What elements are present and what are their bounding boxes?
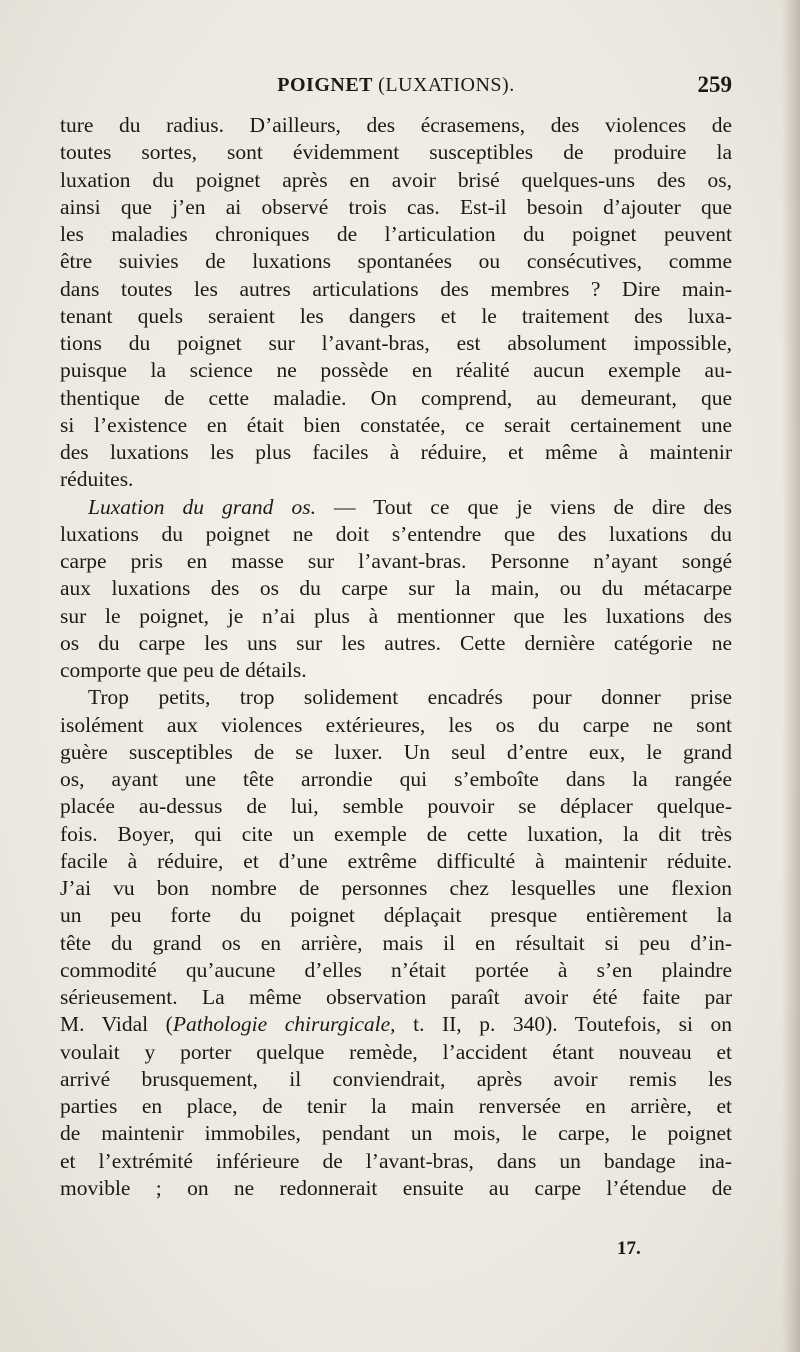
text-line: Trop petits, trop solidement encadrés pour donner prise (88, 685, 732, 710)
text-line: tions du poignet sur l’avant-bras, est absolument impossible, (60, 331, 732, 355)
text-line: voulait y porter quelque remède, l’accident étant nouveau et (60, 1039, 732, 1064)
signature-mark: 17. (617, 1238, 641, 1259)
text-line: os, ayant une tête arrondie qui s’emboîte dans la rangée (60, 767, 732, 791)
running-head (60, 74, 732, 97)
text-line: toutes sortes, sont évidemment susceptibles de produire la (60, 140, 732, 165)
text-line: sérieusement. La même observation paraît avoir été faite par (60, 985, 732, 1009)
section-heading-rest: — Tout ce que je viens de dire des (315, 494, 732, 519)
text-line: tenant quels seraient les dangers et le traitement des luxa- (60, 303, 732, 328)
citation-tail: t. II, p. 340). Toutefois, si on (395, 1012, 732, 1037)
text-line: isolément aux violences extérieures, les os du carpe ne sont (60, 712, 732, 737)
text-line: ainsi que j’en ai observé trois cas. Est-il besoin d’ajouter que (60, 194, 732, 219)
text-line: arrivé brusquement, il conviendrait, après avoir remis les (60, 1066, 732, 1091)
text-line: des luxations les plus faciles à réduire, et même à maintenir (60, 440, 732, 464)
text-line: comporte que peu de détails. (60, 658, 307, 682)
text-line: dans toutes les autres articulations des membres ? Dire main- (60, 276, 732, 301)
text-line: de maintenir immobiles, pendant un mois, le carpe, le poignet (60, 1121, 732, 1146)
text-line: luxation du poignet après en avoir brisé quelques-uns des os, (60, 167, 732, 192)
text-line: ture du radius. D’ailleurs, des écrasemens, des violences de (60, 113, 732, 137)
citation-lead: M. Vidal ( (60, 1012, 173, 1037)
vidal-citation-line (60, 1011, 732, 1038)
text-line: os du carpe les uns sur les autres. Cette dernière catégorie ne (60, 630, 732, 655)
text-line: réduites. (60, 467, 134, 492)
text-line: puisque la science ne possède en réalité aucun exemple au- (60, 358, 732, 383)
text-line: si l’existence en était bien constatée, ce serait certainement une (60, 412, 732, 437)
citation-title: Pathologie chirurgicale, (172, 1012, 396, 1037)
section-title: Luxation du grand os. (88, 494, 316, 519)
text-line: movible ; on ne redonnerait ensuite au carpe l’étendue de (60, 1175, 732, 1200)
running-head-sub: (LUXATIONS). (378, 74, 515, 96)
text-line: commodité qu’aucune d’elles n’était portée à s’en plaindre (60, 957, 732, 982)
text-line: guère susceptibles de se luxer. Un seul d’entre eux, le grand (60, 739, 732, 764)
text-line: être suivies de luxations spontanées ou consécutives, comme (60, 249, 732, 274)
text-line: parties en place, de tenir la main renversée en arrière, et (60, 1094, 732, 1118)
text-line: aux luxations des os du carpe sur la main, ou du métacarpe (60, 576, 732, 601)
text-line: carpe pris en masse sur l’avant-bras. Personne n’ayant songé (60, 549, 732, 573)
page-number: 259 (697, 72, 732, 97)
text-line: fois. Boyer, qui cite un exemple de cette luxation, la dit très (60, 821, 732, 846)
text-line: placée au-dessus de lui, semble pouvoir se déplacer quelque- (60, 794, 732, 819)
page-edge-shadow (782, 0, 800, 1352)
text-line: et l’extrémité inférieure de l’avant-bras, dans un bandage ina- (60, 1148, 732, 1173)
section-heading-line (60, 494, 732, 521)
text-line: sur le poignet, je n’ai plus à mentionner que les luxations des (60, 603, 732, 628)
text-line: luxations du poignet ne doit s’entendre que des luxations du (60, 521, 732, 546)
text-line: thentique de cette maladie. On comprend, au demeurant, que (60, 385, 732, 410)
text-line: facile à réduire, et d’une extrême difficulté à maintenir réduite. (60, 848, 732, 873)
text-line: un peu forte du poignet déplaçait presque entièrement la (60, 903, 732, 928)
text-line: tête du grand os en arrière, mais il en résultait si peu d’in- (60, 930, 732, 955)
text-line: J’ai vu bon nombre de personnes chez lesquelles une flexion (60, 876, 732, 900)
text-line: les maladies chroniques de l’articulation du poignet peuvent (60, 222, 732, 246)
body-text (60, 112, 732, 1202)
running-head-main: POIGNET (277, 74, 373, 96)
page-header (60, 74, 732, 108)
